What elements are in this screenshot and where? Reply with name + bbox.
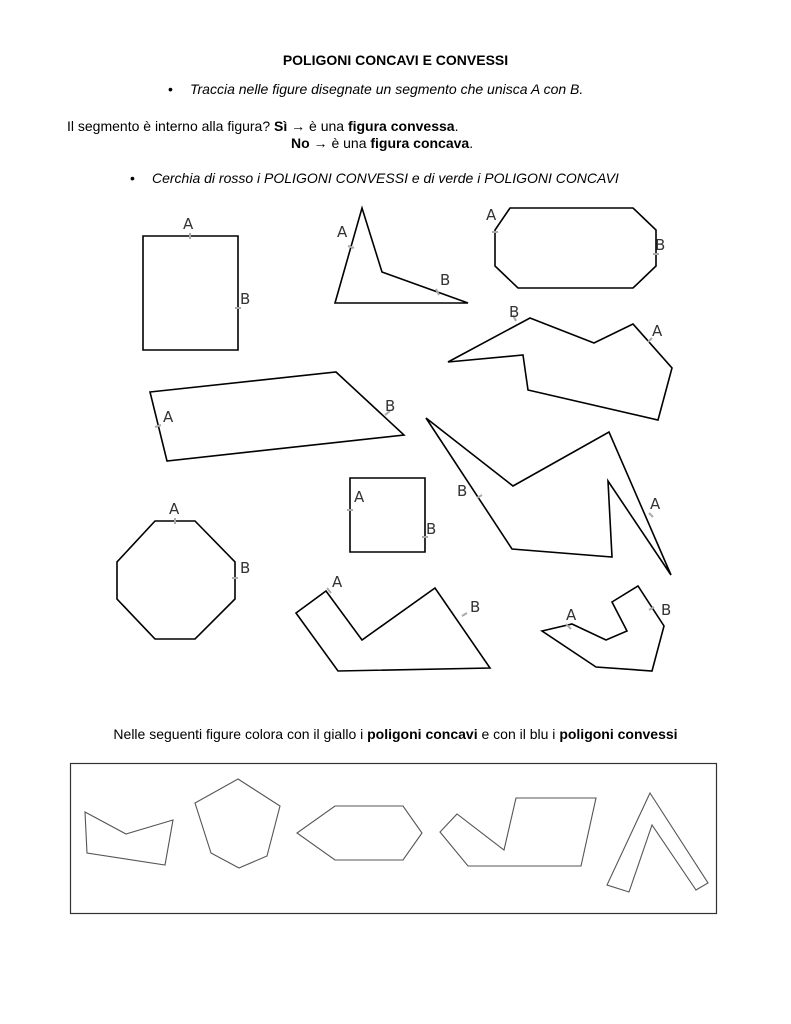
no-word: No	[291, 135, 310, 151]
arrow-text-yes: → è una	[287, 118, 348, 134]
concave-polygons-term: poligoni concavi	[367, 726, 478, 742]
instruction-text-1: Traccia nelle figure disegnate un segmento che unisca A con B.	[190, 81, 584, 97]
bullet-marker: •	[130, 170, 135, 186]
bullet-marker: •	[168, 81, 173, 97]
label-a: A	[566, 606, 577, 624]
period-1: .	[454, 118, 459, 134]
label-a: A	[332, 573, 343, 591]
label-b: B	[440, 271, 451, 289]
label-a: A	[163, 408, 174, 426]
polygon-quadrilateral[interactable]	[150, 372, 404, 461]
coloring-instruction-part1: Nelle seguenti figure colora con il giallo i	[113, 726, 368, 742]
period-2: .	[469, 135, 474, 151]
coloring-polygon-pentagon[interactable]	[195, 779, 280, 868]
label-a: A	[337, 223, 348, 241]
label-b: B	[426, 520, 437, 538]
polygon-bent-concave[interactable]	[542, 586, 671, 671]
polygon-concave-triangle[interactable]	[335, 208, 468, 303]
label-b: B	[457, 482, 468, 500]
label-b: B	[240, 559, 251, 577]
polygon-rectangle[interactable]	[143, 215, 250, 350]
arrow-text-no: → è una	[309, 135, 371, 151]
label-b: B	[509, 303, 520, 321]
polygon-cut-rectangle[interactable]	[486, 206, 665, 288]
label-a: A	[169, 500, 180, 518]
instruction-text-2: Cerchia di rosso i POLIGONI CONVESSI e di verde i POLIGONI CONCAVI	[152, 170, 619, 186]
label-b: B	[661, 601, 672, 619]
label-a: A	[354, 488, 365, 506]
coloring-exercise-frame	[71, 764, 717, 914]
label-b: B	[470, 598, 481, 616]
coloring-polygon-hexagon[interactable]	[297, 806, 422, 860]
label-a: A	[652, 322, 663, 340]
convex-term: figura convessa	[347, 118, 455, 134]
label-a: A	[183, 215, 194, 233]
page-title: POLIGONI CONCAVI E CONVESSI	[282, 52, 509, 68]
coloring-polygon-concave-1[interactable]	[85, 812, 173, 865]
polygon-large-concave[interactable]	[426, 418, 671, 575]
convex-polygons-term: poligoni convessi	[559, 726, 678, 742]
coloring-polygon-concave-2[interactable]	[440, 798, 596, 866]
polygon-octagon[interactable]	[117, 500, 250, 639]
polygon-square[interactable]	[347, 478, 436, 552]
label-b: B	[655, 236, 666, 254]
polygon-zigzag-concave[interactable]	[448, 303, 672, 420]
label-b: B	[385, 397, 396, 415]
label-a: A	[650, 495, 661, 513]
label-a: A	[486, 206, 497, 224]
yes-word: Sì	[274, 118, 288, 134]
question-prefix: Il segmento è interno alla figura?	[67, 118, 275, 134]
coloring-instruction-part2: e con il blu i	[477, 726, 560, 742]
label-b: B	[240, 290, 251, 308]
coloring-polygon-chevron[interactable]	[607, 793, 708, 892]
coloring-instruction	[0, 726, 791, 742]
concave-term: figura concava	[370, 135, 470, 151]
polygon-hook-concave[interactable]	[296, 573, 490, 671]
